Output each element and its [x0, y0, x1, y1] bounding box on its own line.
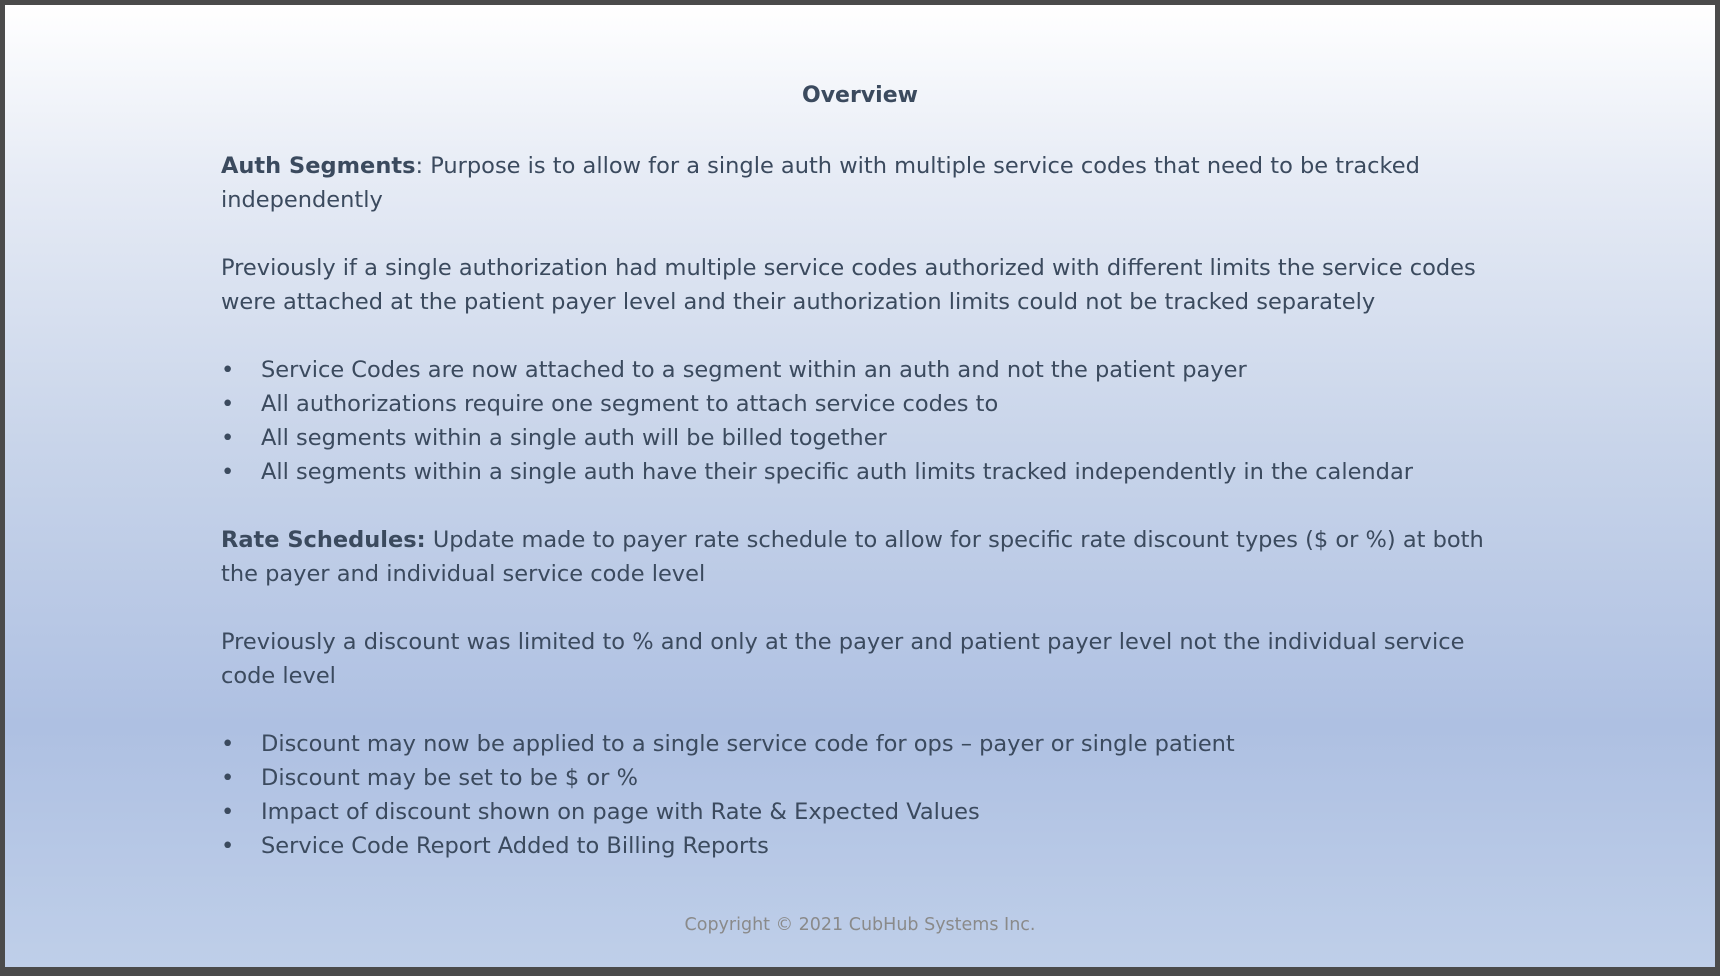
list-item: [221, 387, 1511, 421]
slide: [5, 5, 1715, 967]
rate-schedules-heading-suffix: [426, 527, 433, 553]
bullet-icon: •: [221, 731, 235, 757]
list-item: [221, 795, 1511, 829]
slide-title: Overview: [802, 83, 918, 108]
list-item: [221, 761, 1511, 795]
bullet-icon: •: [221, 799, 235, 825]
bullet-icon: •: [221, 425, 235, 451]
list-item-text: Service Codes are now attached to a segment within an auth and not the patient payer: [261, 357, 1247, 383]
auth-segments-intro-text: Purpose is to allow for a single auth with multiple service codes that need to be tracked independently: [221, 153, 1420, 213]
auth-segments-bullet-list: [221, 353, 1511, 489]
bullet-icon: •: [221, 765, 235, 791]
auth-segments-heading: Auth Segments: [221, 153, 416, 179]
spacer: [221, 217, 1511, 251]
copyright-footer: Copyright © 2021 CubHub Systems Inc.: [684, 915, 1036, 935]
bullet-icon: •: [221, 357, 235, 383]
bullet-icon: •: [221, 459, 235, 485]
spacer: [221, 489, 1511, 523]
bullet-icon: •: [221, 391, 235, 417]
list-item: [221, 829, 1511, 863]
rate-schedules-detail: Previously a discount was limited to % and only at the payer and patient payer level not the individual service code level: [221, 629, 1465, 689]
list-item-text: All segments within a single auth have their specific auth limits tracked independently in the calendar: [261, 459, 1414, 485]
list-item-text: Impact of discount shown on page with Rate & Expected Values: [261, 799, 980, 825]
spacer: [221, 693, 1511, 727]
list-item-text: Discount may be set to be $ or %: [261, 765, 638, 791]
auth-segments-heading-suffix: :: [415, 153, 431, 179]
list-item: [221, 353, 1511, 387]
list-item-text: Service Code Report Added to Billing Reports: [261, 833, 769, 859]
rate-schedules-intro-text: Update made to payer rate schedule to allow for specific rate discount types ($ or %) at both the payer and individual service code level: [221, 527, 1484, 587]
auth-segments-detail: Previously if a single authorization had multiple service codes authorized with different limits the service codes were attached at the patient payer level and their authorization limits could not be tracked separately: [221, 255, 1476, 315]
rate-schedules-intro: [221, 523, 1511, 591]
list-item-text: All segments within a single auth will be billed together: [261, 425, 887, 451]
list-item: [221, 455, 1511, 489]
list-item-text: All authorizations require one segment to attach service codes to: [261, 391, 999, 417]
bullet-icon: •: [221, 833, 235, 859]
list-item: [221, 727, 1511, 761]
rate-schedules-heading: Rate Schedules:: [221, 527, 426, 553]
spacer: [221, 319, 1511, 353]
spacer: [221, 591, 1511, 625]
list-item: [221, 421, 1511, 455]
rate-schedules-bullet-list: [221, 727, 1511, 863]
slide-content: [221, 149, 1511, 863]
auth-segments-intro: [221, 149, 1511, 217]
list-item-text: Discount may now be applied to a single service code for ops – payer or single patient: [261, 731, 1235, 757]
